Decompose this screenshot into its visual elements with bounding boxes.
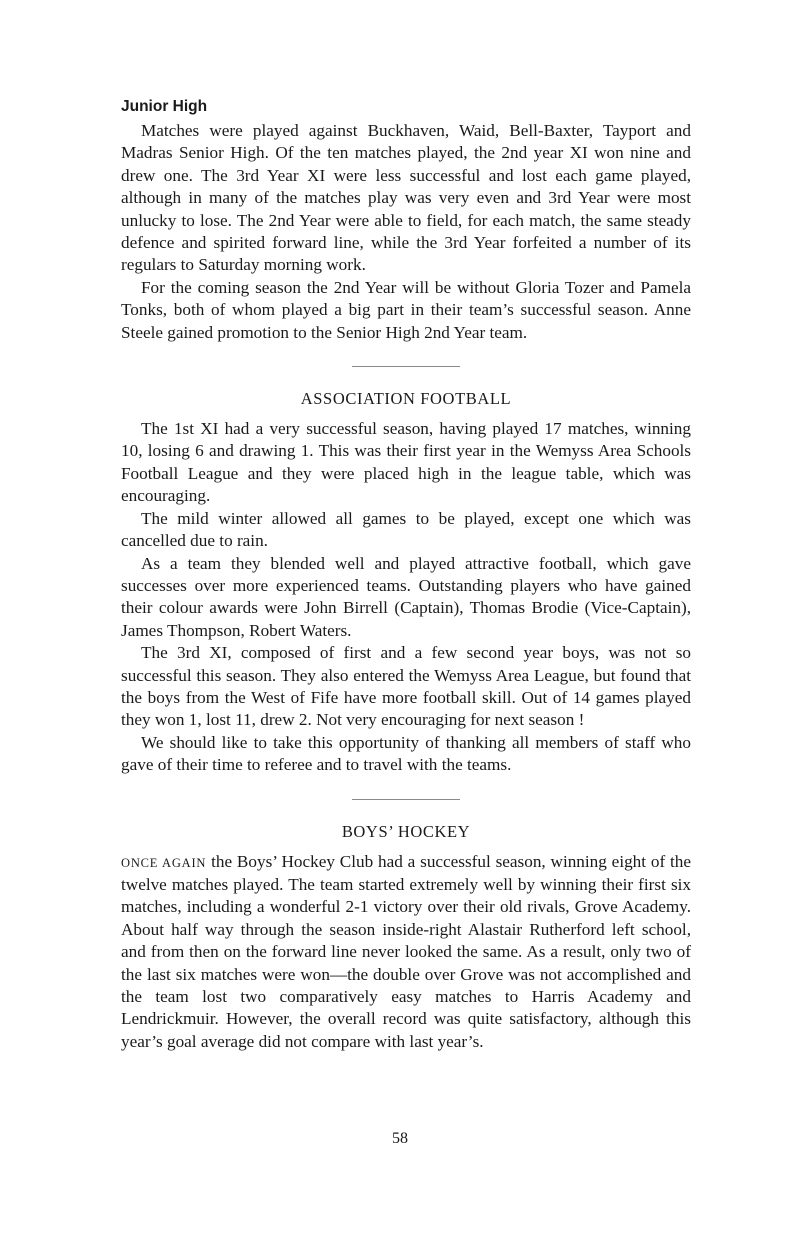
- association-football-title: ASSOCIATION FOOTBALL: [300, 389, 512, 409]
- hockey-paragraph: [121, 851, 691, 1054]
- football-paragraph-1: The 1st XI had a very successful season, having played 17 matches, winning 10, losing 6 and drawing 1. This was their first year in the Wemyss Area Schools Football League and they were placed high in the league table, which was encouraging.: [121, 419, 691, 506]
- hockey-lead-words: ONCE AGAIN: [121, 855, 207, 870]
- boys-hockey-section: [121, 821, 691, 1054]
- section-divider: [352, 366, 460, 367]
- page-body: [121, 96, 691, 1053]
- section-divider: [352, 799, 460, 800]
- football-paragraph-5: We should like to take this opportunity of thanking all members of staff who gave of their time to referee and to travel with the teams.: [121, 732, 691, 775]
- page-number: 58: [392, 1130, 408, 1147]
- junior-high-paragraph-2: For the coming season the 2nd Year will be without Gloria Tozer and Pamela Tonks, both of whom played a big part in their team’s successful season. Anne Steele gained promotion to the Senior High 2nd Year team.: [121, 277, 691, 342]
- hockey-paragraph-text: the Boys’ Hockey Club had a successful season, winning eight of the twelve matches played. The team started extremely well by winning their first six matches, including a wonderful 2-1 victory over their old rivals, Grove Academy. About half way through the season inside-right Alastair Rutherford left school, and from then on the forward line never looked the same. As a result, only two of the last six matches were won—the double over Grove was not accomplished and the team lost two comparatively easy matches to Harris Academy and Lendrickmuir. However, the overall record was quite satisfactory, although this year’s goal average did not compare with last year’s.: [121, 851, 692, 1051]
- football-paragraph-2: The mild winter allowed all games to be played, except one which was cancelled due to rain.: [121, 508, 691, 551]
- boys-hockey-title: BOYS’ HOCKEY: [341, 821, 471, 841]
- football-paragraph-4: The 3rd XI, composed of first and a few second year boys, was not so successful this season. They also entered the Wemyss Area League, but found that the boys from the West of Fife have more football skill. Out of 14 games played they won 1, lost 11, drew 2. Not very encouraging for next season !: [121, 643, 691, 730]
- junior-high-paragraph-1: Matches were played against Buckhaven, Waid, Bell-Baxter, Tayport and Madras Senior High. Of the ten matches played, the 2nd year XI won nine and drew one. The 3rd Year XI were less successful and lost each game played, although in many of the matches play was very even and 3rd Year were most unlucky to lose. The 2nd Year were able to field, for each match, the same steady defence and spirited forward line, while the 3rd Year forfeited a number of its regulars to Saturday morning work.: [121, 121, 691, 275]
- junior-high-section: [121, 96, 691, 344]
- junior-high-heading: Junior High: [121, 98, 208, 115]
- association-football-section: [121, 388, 691, 777]
- football-paragraph-3: As a team they blended well and played attractive football, which gave successes over more experienced teams. Outstanding players who have gained their colour awards were John Birrell (Captain), Thomas Brodie (Vice-Captain), James Thompson, Robert Waters.: [121, 553, 691, 640]
